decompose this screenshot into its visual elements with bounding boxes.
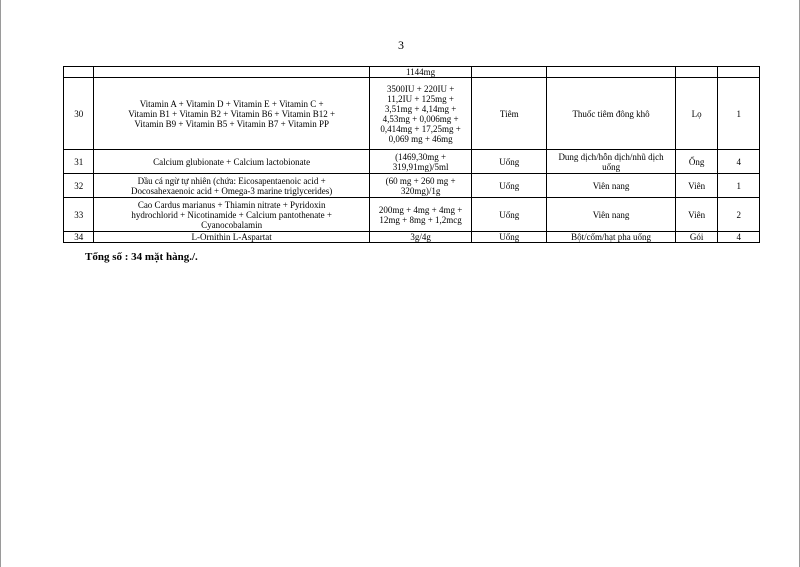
cell-dosage-form: Thuốc tiêm đông khô bbox=[547, 78, 676, 150]
cell-dosage-form: Bột/cốm/hạt pha uống bbox=[547, 232, 676, 243]
cell-stt bbox=[64, 67, 94, 78]
cell-stt: 33 bbox=[64, 198, 94, 232]
cell-quantity: 4 bbox=[718, 232, 760, 243]
cell-active-ingredient: L-Ornithin L-Aspartat bbox=[94, 232, 370, 243]
table-row bbox=[64, 150, 760, 174]
cell-stt: 34 bbox=[64, 232, 94, 243]
cell-route: Uống bbox=[472, 174, 547, 198]
cell-dosage-form: Viên nang bbox=[547, 198, 676, 232]
cell-active-ingredient: Vitamin A + Vitamin D + Vitamin E + Vitamin C + Vitamin B1 + Vitamin B2 + Vitamin B6 + Vitamin B12 + Vitamin B9 + Vitamin B5 + Vitamin B7 + Vitamin PP bbox=[94, 78, 370, 150]
cell-unit: Ống bbox=[675, 150, 718, 174]
cell-unit: Viên bbox=[675, 198, 718, 232]
cell-quantity: 1 bbox=[718, 174, 760, 198]
cell-dosage-form: Dung dịch/hỗn dịch/nhũ dịch uống bbox=[547, 150, 676, 174]
cell-active-ingredient bbox=[94, 67, 370, 78]
cell-quantity: 4 bbox=[718, 150, 760, 174]
cell-active-ingredient: Dầu cá ngừ tự nhiên (chứa: Eicosapentaenoic acid + Docosahexaenoic acid + Omega-3 marine triglycerides) bbox=[94, 174, 370, 198]
cell-stt: 32 bbox=[64, 174, 94, 198]
cell-dosage-form: Viên nang bbox=[547, 174, 676, 198]
table-row bbox=[64, 174, 760, 198]
table-row bbox=[64, 232, 760, 243]
cell-route bbox=[472, 67, 547, 78]
cell-stt: 31 bbox=[64, 150, 94, 174]
cell-dosage-form bbox=[547, 67, 676, 78]
cell-unit: Lọ bbox=[675, 78, 718, 150]
cell-unit: Gói bbox=[675, 232, 718, 243]
table-row bbox=[64, 67, 760, 78]
cell-quantity: 2 bbox=[718, 198, 760, 232]
drug-table bbox=[63, 66, 760, 243]
cell-stt: 30 bbox=[64, 78, 94, 150]
total-items-text: Tổng số : 34 mặt hàng./. bbox=[85, 251, 198, 263]
cell-dosage: (60 mg + 260 mg + 320mg)/1g bbox=[369, 174, 471, 198]
cell-dosage: (1469,30mg + 319,91mg)/5ml bbox=[369, 150, 471, 174]
cell-quantity bbox=[718, 67, 760, 78]
cell-route: Uống bbox=[472, 198, 547, 232]
cell-quantity: 1 bbox=[718, 78, 760, 150]
table-row bbox=[64, 78, 760, 150]
cell-route: Uống bbox=[472, 232, 547, 243]
cell-dosage: 1144mg bbox=[369, 67, 471, 78]
cell-route: Tiêm bbox=[472, 78, 547, 150]
cell-dosage: 3500IU + 220IU + 11,2IU + 125mg + 3,51mg + 4,14mg + 4,53mg + 0,006mg + 0,414mg + 17,25mg + 0,069 mg + 46mg bbox=[369, 78, 471, 150]
cell-unit: Viên bbox=[675, 174, 718, 198]
page-number: 3 bbox=[398, 38, 404, 52]
cell-active-ingredient: Cao Cardus marianus + Thiamin nitrate + Pyridoxin hydrochlorid + Nicotinamide + Calcium pantothenate + Cyanocobalamin bbox=[94, 198, 370, 232]
cell-dosage: 200mg + 4mg + 4mg + 12mg + 8mg + 1,2mcg bbox=[369, 198, 471, 232]
cell-dosage: 3g/4g bbox=[369, 232, 471, 243]
table-row bbox=[64, 198, 760, 232]
cell-unit bbox=[675, 67, 718, 78]
cell-route: Uống bbox=[472, 150, 547, 174]
cell-active-ingredient: Calcium glubionate + Calcium lactobionate bbox=[94, 150, 370, 174]
